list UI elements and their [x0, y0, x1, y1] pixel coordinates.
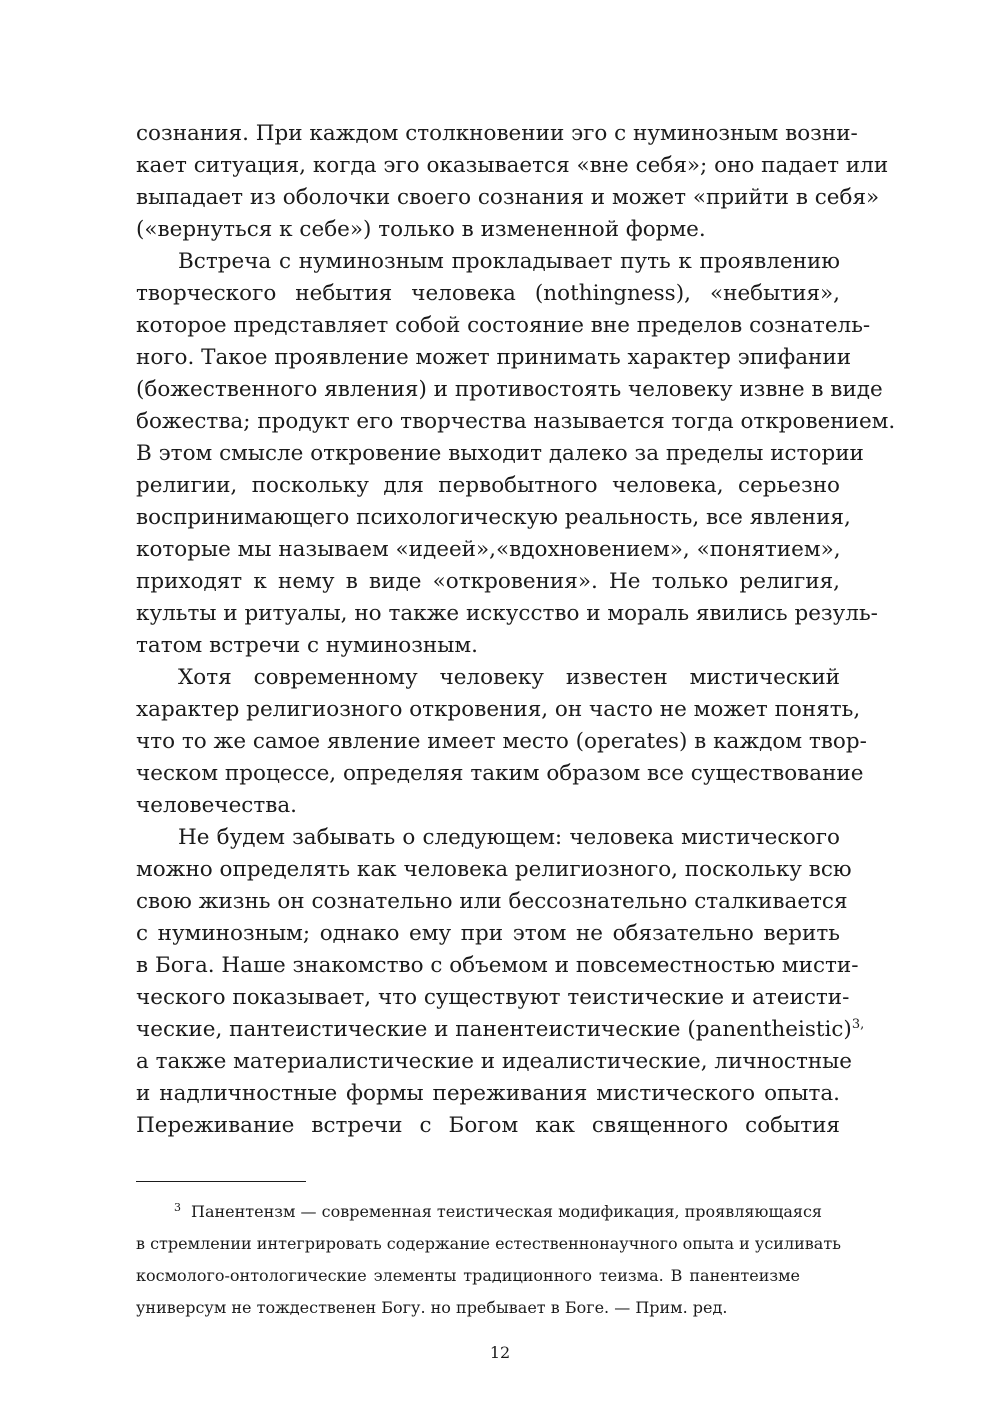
body-line: (божественного явления) и противостоять человеку извне в виде: [136, 377, 883, 402]
paragraph-start-line: Хотя современному человеку известен мистический: [178, 665, 840, 690]
body-line: ческом процессе, определяя таким образом все существование: [136, 761, 864, 786]
footnote-text: Панентензм — современная теистическая модификация, проявляющаяся: [191, 1202, 823, 1221]
body-line: воспринимающего психологическую реальность, все явления,: [136, 505, 851, 530]
body-line: ческого показывает, что существуют теистические и атеисти-: [136, 985, 850, 1010]
body-line: характер религиозного откровения, он часто не может понять,: [136, 697, 861, 722]
body-line: а также материалистические и идеалистические, личностные: [136, 1049, 853, 1074]
footnote-line: в стремлении интегрировать содержание естественнонаучного опыта и усиливать: [136, 1234, 841, 1253]
body-line: что то же самое явление имеет место (operates) в каждом твор-: [136, 729, 867, 754]
body-line: Переживание встречи с Богом как священного события: [136, 1113, 840, 1138]
body-line: можно определять как человека религиозного, поскольку всю: [136, 857, 852, 882]
body-line: В этом смысле откровение выходит далеко за пределы истории: [136, 441, 864, 466]
footnote-line: универсум не тождественен Богу. но пребывает в Боге. — Прим. ред.: [136, 1298, 728, 1317]
body-line: татом встречи с нуминозным.: [136, 633, 478, 658]
footnote-reference[interactable]: 3,: [851, 1016, 865, 1032]
body-line: божества; продукт его творчества называется тогда откровением.: [136, 409, 896, 434]
body-line: свою жизнь он сознательно или бессознательно сталкивается: [136, 889, 848, 914]
body-line: которые мы называем «идеей»,«вдохновением», «понятием»,: [136, 537, 841, 562]
footnote-line: 3 Панентензм — современная теистическая модификация, проявляющаяся: [174, 1200, 823, 1221]
paragraph-start-line: Встреча с нуминозным прокладывает путь к проявлению: [178, 249, 840, 274]
body-line-text: ческие, пантеистические и панентеистические (panentheistic): [136, 1017, 852, 1042]
body-line: культы и ритуалы, но также искусство и мораль явились резуль-: [136, 601, 878, 626]
body-line: ного. Такое проявление может принимать характер эпифании: [136, 345, 852, 370]
page-number: 12: [489, 1343, 511, 1362]
body-line: человечества.: [136, 793, 297, 818]
paragraph-start-line: Не будем забывать о следующем: человека мистического: [178, 825, 840, 850]
body-line: выпадает из оболочки своего сознания и может «прийти в себя»: [136, 185, 880, 210]
body-line: («вернуться к себе») только в измененной форме.: [136, 217, 706, 242]
body-line: и надличностные формы переживания мистического опыта.: [136, 1081, 840, 1106]
body-line-with-footnote-ref: [136, 1014, 865, 1046]
footnote-line: космолого-онтологические элементы традиционного теизма. В панентеизме: [136, 1266, 800, 1285]
footnote-separator: [136, 1181, 306, 1182]
body-line: с нуминозным; однако ему при этом не обязательно верить: [136, 921, 840, 946]
body-line: приходят к нему в виде «откровения». Не только религия,: [136, 569, 840, 594]
body-line: творческого небытия человека (nothingness), «небытия»,: [136, 281, 840, 306]
body-line: сознания. При каждом столкновении эго с нуминозным возни-: [136, 121, 858, 146]
body-line: которое представляет собой состояние вне пределов сознатель-: [136, 313, 871, 338]
body-line: кает ситуация, когда эго оказывается «вне себя»; оно падает или: [136, 153, 889, 178]
body-line: религии, поскольку для первобытного человека, серьезно: [136, 473, 840, 498]
body-line: в Бога. Наше знакомство с объемом и повсеместностью мисти-: [136, 953, 859, 978]
